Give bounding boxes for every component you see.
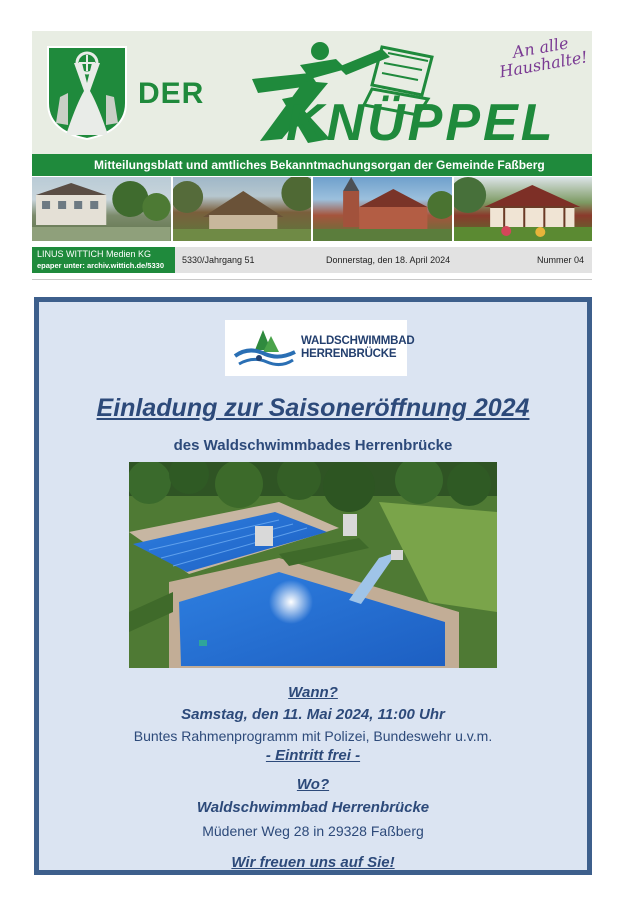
strip-photo-town-hall <box>32 177 171 241</box>
closing-line: Wir freuen uns auf Sie! <box>231 854 395 871</box>
where-label: Wo? <box>296 776 330 793</box>
masthead <box>32 31 592 154</box>
tagline: An alle Haushalte! <box>497 33 590 82</box>
issue-code: 5330/Jahrgang 51 <box>182 255 255 265</box>
pool-logo-line2: HERRENBRÜCKE <box>301 348 397 360</box>
epaper-link[interactable]: epaper unter: archiv.wittich.de/5330 <box>37 261 164 270</box>
municipal-crest-icon <box>46 45 128 141</box>
notice-headline: Einladung zur Saisoneröffnung 2024 <box>96 394 530 422</box>
issue-info-bar <box>32 247 592 273</box>
publisher-name: LINUS WITTICH Medien KG <box>37 249 152 259</box>
strip-photo-church <box>313 177 452 241</box>
strip-photo-farmhouse <box>173 177 312 241</box>
venue-name: Waldschwimmbad Herrenbrücke <box>196 799 430 816</box>
venue-address: Müdener Weg 28 in 29328 Faßberg <box>202 823 424 839</box>
issue-date: Donnerstag, den 18. April 2024 <box>326 255 451 265</box>
event-date: Samstag, den 11. Mai 2024, 11:00 Uhr <box>181 706 445 723</box>
event-details <box>39 682 587 874</box>
brand-name: KNÜPPEL <box>286 94 556 152</box>
pool-aerial-photo <box>129 462 497 668</box>
info-divider <box>32 279 592 280</box>
pool-logo-icon <box>229 320 301 376</box>
publisher-box <box>32 247 175 273</box>
pool-logo-line1: WALDSCHWIMMBAD <box>301 335 415 347</box>
pool-logo-text <box>301 335 414 361</box>
pool-logo <box>225 320 415 376</box>
brand-prefix: DER <box>138 77 205 110</box>
event-program: Buntes Rahmenprogramm mit Polizei, Bundeswehr u.v.m. <box>133 728 493 744</box>
when-label: Wann? <box>288 684 338 701</box>
invitation-notice <box>34 297 592 875</box>
admission-note: - Eintritt frei - <box>265 747 361 764</box>
notice-sub-headline: des Waldschwimmbades Herrenbrücke <box>173 437 453 454</box>
strip-photo-timber-house <box>454 177 593 241</box>
issue-number: Nummer 04 <box>536 255 584 265</box>
masthead-photo-strip <box>32 177 592 241</box>
masthead-subtitle: Mitteilungsblatt und amtliches Bekanntmachungsorgan der Gemeinde Faßberg <box>32 154 592 176</box>
